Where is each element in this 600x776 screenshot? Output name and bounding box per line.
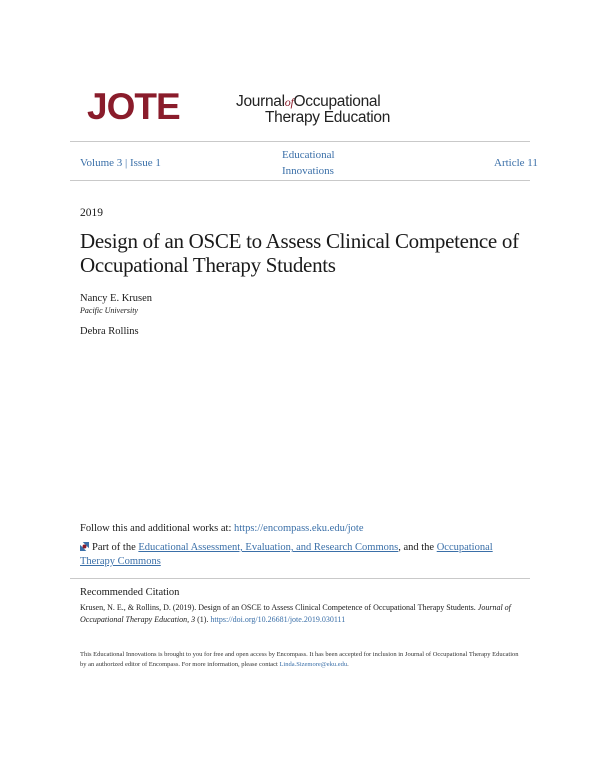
access-notice xyxy=(80,650,525,670)
part-of-line xyxy=(80,541,525,569)
citation-journal: Journal of Occupational Therapy Education, 3 xyxy=(80,603,511,624)
notice-end: . xyxy=(347,661,349,668)
top-divider xyxy=(70,141,530,142)
citation-issue: (1). xyxy=(195,615,211,624)
repository-link[interactable]: https://encompass.eku.edu/jote xyxy=(234,523,364,534)
article-title: Design of an OSCE to Assess Clinical Competence of Occupational Therapy Students xyxy=(80,229,519,277)
partof-middle: , and the xyxy=(398,542,437,553)
journal-wordmark xyxy=(236,94,406,126)
volume-issue-link[interactable]: Volume 3 | Issue 1 xyxy=(80,157,161,169)
section-link[interactable]: Educational Innovations xyxy=(282,149,335,177)
journal-line2: Therapy Education xyxy=(265,109,391,126)
share-icon xyxy=(80,542,89,551)
commons-link[interactable]: Educational Assessment, Evaluation, and Research Commons xyxy=(138,542,399,553)
author-name[interactable]: Nancy E. Krusen xyxy=(80,293,153,304)
citation-body: Krusen, N. E., & Rollins, D. (2019). Design of an OSCE to Assess Clinical Competence of Occupational Therapy Students. xyxy=(80,603,478,612)
author-name[interactable]: Debra Rollins xyxy=(80,326,139,337)
journal-word: Journal xyxy=(236,93,285,110)
citation-heading: Recommended Citation xyxy=(80,587,180,598)
contact-email-link[interactable]: Linda.Sizemore@eku.edu xyxy=(279,661,348,668)
citation-divider xyxy=(70,578,530,579)
notice-text: This Educational Innovations is brought to you for free and open access by Encompass. It has been accepted for inclusion in Journal of Occupational Therapy Education by an authorized editor of Encompass. For more information, please contact xyxy=(80,651,519,668)
publication-year: 2019 xyxy=(80,207,103,219)
nav-divider xyxy=(70,180,530,181)
doi-link[interactable]: https://doi.org/10.26681/jote.2019.030111 xyxy=(210,615,346,624)
partof-prefix: Part of the xyxy=(92,542,139,553)
commons-link[interactable]: Occupational Therapy Commons xyxy=(80,542,493,567)
follow-text: Follow this and additional works at: xyxy=(80,523,234,534)
author-affiliation: Pacific University xyxy=(80,306,138,315)
journal-of: of xyxy=(284,95,294,109)
citation-text xyxy=(80,602,525,626)
article-link[interactable]: Article 11 xyxy=(494,157,538,169)
journal-occupational: Occupational xyxy=(293,93,381,110)
jote-logo: JOTE xyxy=(87,86,180,127)
follow-line xyxy=(80,523,363,534)
